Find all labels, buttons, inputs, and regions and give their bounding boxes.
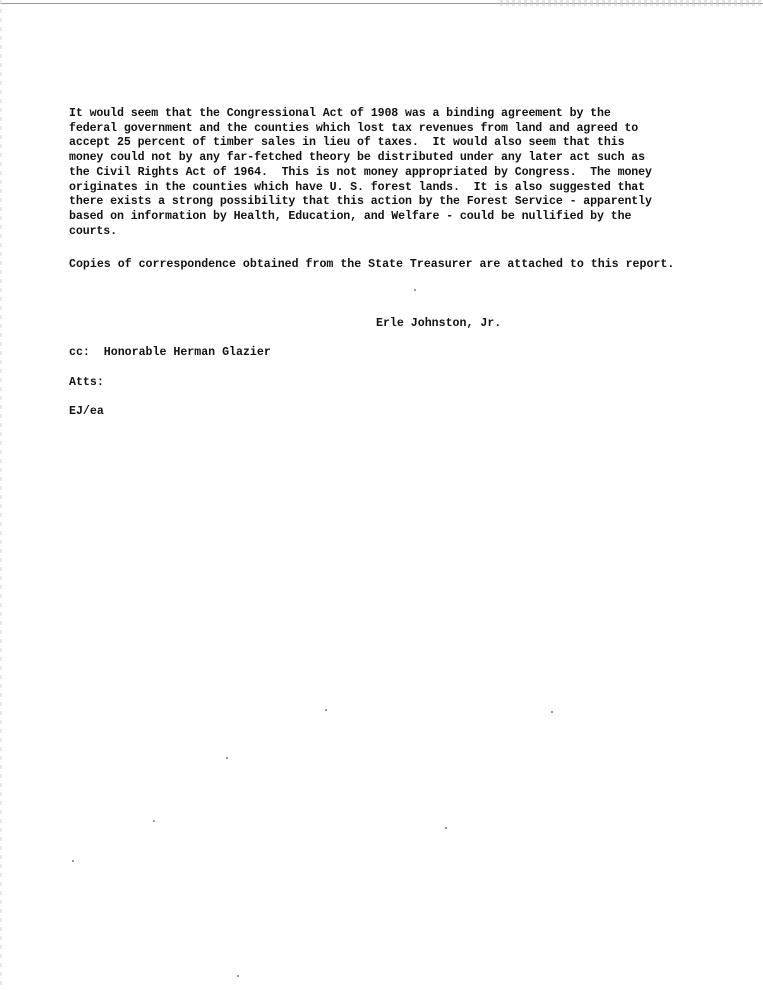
scan-speck [414, 289, 416, 291]
top-scan-smudge [500, 0, 763, 6]
carbon-copy-line [69, 346, 271, 359]
left-scan-edge [0, 0, 2, 990]
paragraph-line: based on information by Health, Education, and Welfare - could be nullified by the [69, 209, 632, 223]
paragraph-line: courts. [69, 224, 118, 238]
body-paragraph-2: Copies of correspondence obtained from the State Treasurer are attached to this report. [69, 258, 675, 271]
cc-recipient: Honorable Herman Glazier [103, 346, 271, 359]
paragraph-line: It would seem that the Congressional Act of 1908 was a binding agreement by the [69, 107, 611, 120]
scan-speck [325, 709, 327, 711]
scan-speck [445, 827, 447, 829]
signature-name: Erle Johnston, Jr. [376, 317, 502, 330]
paragraph-line: there exists a strong possibility that this action by the Forest Service - apparently [69, 195, 652, 209]
scan-speck [153, 820, 155, 822]
paragraph-line: accept 25 percent of timber sales in lieu of taxes. It would also seem that this [69, 136, 625, 150]
paragraph-line: the Civil Rights Act of 1964. This is not money appropriated by Congress. The money [69, 165, 652, 179]
paragraph-line: money could not by any far-fetched theory be distributed under any later act such as [69, 151, 646, 165]
scan-speck [237, 975, 239, 977]
scan-speck [551, 711, 553, 713]
paragraph-line: federal government and the counties which lost tax revenues from land and agreed to [69, 121, 639, 135]
cc-label: cc: [69, 346, 90, 359]
reference-initials: EJ/ea [69, 405, 104, 418]
scan-speck [226, 757, 228, 759]
attachments-label: Atts: [69, 376, 104, 389]
body-paragraph-1 [69, 107, 729, 239]
scan-speck [72, 860, 74, 862]
paragraph-line: originates in the counties which have U. S. forest lands. It is also suggested that [69, 180, 646, 194]
